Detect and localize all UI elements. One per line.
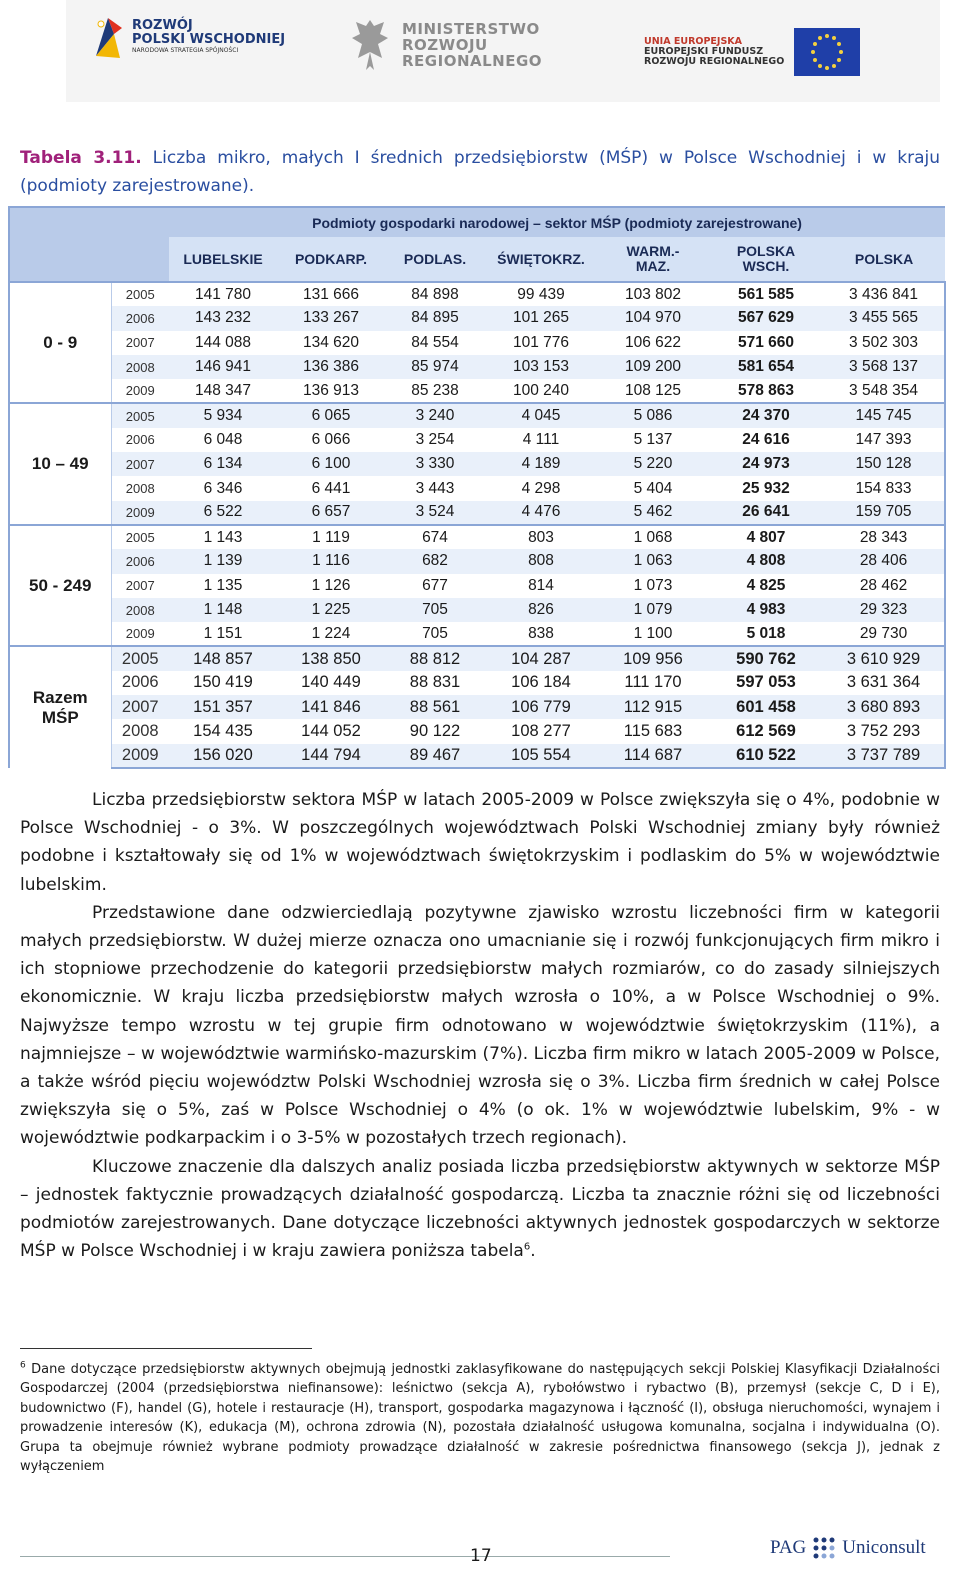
value-cell: 4 476: [485, 501, 597, 525]
value-cell: 4 189: [485, 452, 597, 476]
value-cell: 5 404: [597, 476, 709, 500]
table-row: [9, 671, 945, 695]
year-cell: 2009: [111, 744, 169, 768]
value-cell: 154 435: [169, 719, 277, 743]
value-cell: 3 548 354: [823, 379, 945, 403]
value-cell: 88 831: [385, 671, 485, 695]
year-cell: 2008: [111, 355, 169, 379]
footnote-number: 6: [20, 1360, 26, 1371]
value-cell: 5 137: [597, 428, 709, 452]
value-cell: 1 126: [277, 574, 385, 598]
table-title: Podmioty gospodarki narodowej – sektor MŚP (podmioty zarejestrowane): [169, 207, 945, 237]
value-cell: 578 863: [709, 379, 823, 403]
pag-uniconsult-logo: [770, 1536, 926, 1560]
value-cell: 29 323: [823, 598, 945, 622]
page-number: 17: [470, 1546, 492, 1566]
year-cell: 2006: [111, 671, 169, 695]
year-cell: 2007: [111, 452, 169, 476]
value-cell: 4 298: [485, 476, 597, 500]
eu-line3: ROZWOJU REGIONALNEGO: [644, 55, 785, 67]
value-cell: 144 052: [277, 719, 385, 743]
value-cell: 141 780: [169, 282, 277, 306]
value-cell: 814: [485, 574, 597, 598]
value-cell: 136 913: [277, 379, 385, 403]
table-row: [9, 598, 945, 622]
value-cell: 3 737 789: [823, 744, 945, 768]
rozwoj-line3: NARODOWA STRATEGIA SPÓJNOŚCI: [132, 47, 239, 55]
value-cell: 100 240: [485, 379, 597, 403]
value-cell: 6 100: [277, 452, 385, 476]
value-cell: 28 462: [823, 574, 945, 598]
table-row: [9, 622, 945, 646]
value-cell: 6 522: [169, 501, 277, 525]
value-cell: 682: [385, 549, 485, 573]
year-cell: 2008: [111, 598, 169, 622]
value-cell: 136 386: [277, 355, 385, 379]
value-cell: 148 857: [169, 646, 277, 670]
eu-flag-icon: [794, 28, 860, 76]
value-cell: 106 622: [597, 331, 709, 355]
value-cell: 106 184: [485, 671, 597, 695]
value-cell: 4 807: [709, 525, 823, 549]
table-row: [9, 331, 945, 355]
value-cell: 90 122: [385, 719, 485, 743]
year-cell: 2007: [111, 331, 169, 355]
value-cell: 1 224: [277, 622, 385, 646]
value-cell: 597 053: [709, 671, 823, 695]
value-cell: 106 779: [485, 695, 597, 719]
value-cell: 159 705: [823, 501, 945, 525]
year-cell: 2006: [111, 549, 169, 573]
value-cell: 1 135: [169, 574, 277, 598]
value-cell: 3 436 841: [823, 282, 945, 306]
value-cell: 808: [485, 549, 597, 573]
value-cell: 4 808: [709, 549, 823, 573]
value-cell: 84 554: [385, 331, 485, 355]
table-row: [9, 719, 945, 743]
value-cell: 601 458: [709, 695, 823, 719]
value-cell: 5 086: [597, 403, 709, 427]
value-cell: 84 898: [385, 282, 485, 306]
eu-logo: [644, 28, 860, 76]
table-row: [9, 306, 945, 330]
size-group-label: Razem MŚP: [9, 646, 111, 767]
ministry-line2: ROZWOJU: [402, 36, 488, 55]
value-cell: 28 406: [823, 549, 945, 573]
value-cell: 1 100: [597, 622, 709, 646]
value-cell: 3 631 364: [823, 671, 945, 695]
value-cell: 26 641: [709, 501, 823, 525]
value-cell: 24 370: [709, 403, 823, 427]
value-cell: 108 125: [597, 379, 709, 403]
value-cell: 3 330: [385, 452, 485, 476]
value-cell: 28 343: [823, 525, 945, 549]
value-cell: 104 970: [597, 306, 709, 330]
value-cell: 108 277: [485, 719, 597, 743]
value-cell: 144 794: [277, 744, 385, 768]
value-cell: 109 956: [597, 646, 709, 670]
value-cell: 150 419: [169, 671, 277, 695]
value-cell: 6 066: [277, 428, 385, 452]
value-cell: 143 232: [169, 306, 277, 330]
eagle-emblem-icon: [348, 14, 392, 78]
value-cell: 103 153: [485, 355, 597, 379]
value-cell: 3 240: [385, 403, 485, 427]
year-cell: 2007: [111, 695, 169, 719]
value-cell: 112 915: [597, 695, 709, 719]
value-cell: 567 629: [709, 306, 823, 330]
value-cell: 1 225: [277, 598, 385, 622]
value-cell: 705: [385, 598, 485, 622]
size-group-label: 50 - 249: [9, 525, 111, 646]
table-corner: [9, 207, 169, 282]
column-header: PODKARP.: [277, 237, 385, 282]
eu-line1: UNIA EUROPEJSKA: [644, 36, 742, 48]
value-cell: 85 974: [385, 355, 485, 379]
sme-table: [8, 206, 946, 769]
value-cell: 1 079: [597, 598, 709, 622]
table-row: [9, 574, 945, 598]
value-cell: 131 666: [277, 282, 385, 306]
value-cell: 3 443: [385, 476, 485, 500]
rozwoj-line2: POLSKI WSCHODNIEJ: [132, 31, 286, 47]
column-header: PODLAS.: [385, 237, 485, 282]
value-cell: 134 620: [277, 331, 385, 355]
value-cell: 88 812: [385, 646, 485, 670]
value-cell: 6 657: [277, 501, 385, 525]
value-cell: 6 346: [169, 476, 277, 500]
size-group-label: 10 – 49: [9, 403, 111, 524]
value-cell: 101 776: [485, 331, 597, 355]
table-row: [9, 476, 945, 500]
ministry-line1: MINISTERSTWO: [402, 20, 540, 39]
value-cell: 151 357: [169, 695, 277, 719]
value-cell: 3 455 565: [823, 306, 945, 330]
value-cell: 1 063: [597, 549, 709, 573]
year-cell: 2007: [111, 574, 169, 598]
value-cell: 1 151: [169, 622, 277, 646]
table-caption-text: Liczba mikro, małych I średnich przedsiębiorstw (MŚP) w Polsce Wschodniej i w kraju (podmioty zarejestrowane).: [20, 148, 940, 196]
value-cell: 838: [485, 622, 597, 646]
value-cell: 24 616: [709, 428, 823, 452]
value-cell: 4 983: [709, 598, 823, 622]
value-cell: 89 467: [385, 744, 485, 768]
year-cell: 2006: [111, 428, 169, 452]
value-cell: 1 073: [597, 574, 709, 598]
value-cell: 154 833: [823, 476, 945, 500]
value-cell: 1 143: [169, 525, 277, 549]
table-row: [9, 646, 945, 670]
rozwoj-polski-wschodniej-logo: [92, 14, 285, 60]
value-cell: 1 116: [277, 549, 385, 573]
table-body: [9, 282, 945, 768]
value-cell: 4 825: [709, 574, 823, 598]
paragraph-3-text: Kluczowe znaczenie dla dalszych analiz posiada liczba przedsiębiorstw aktywnych w sektorze MŚP – jednostek faktycznie prowadzących działalność gospodarczą. Liczba ta znacznie różni się od liczebności podmiotów zarejestrowanych. Dane dotyczące liczebności aktywnych jednostek gospodarczych w sektorze MŚP w Polsce Wschodniej i w kraju zawiera poniższa tabela: [20, 1156, 940, 1262]
value-cell: 147 393: [823, 428, 945, 452]
paragraph-2: Przedstawione dane odzwierciedlają pozytywne zjawisko wzrostu liczebności firm w kategorii małych przedsiębiorstw. W dużej mierze oznacza ono umacnianie się i rozwój funkcjonujących firm mikro i ich stopniowe przechodzenie do kategorii przedsiębiorstw małych rozmiarów, co do zasady silniejszych ekonomicznie. W kraju liczba przedsiębiorstw małych wzrosła o 10%, a w Polsce Wschodniej o 9%. Najwyższe tempo wzrostu w tej grupie firm odnotowano w województwie świętokrzyskim (11%), a najmniejsze – w województwie warmińsko-mazurskim (7%). Liczba firm mikro w latach 2005-2009 w Polsce, a także wśród pięciu województw Polski Wschodniej wzrosła się o 3%. Liczba firm średnich w całej Polsce zwiększyła się o 5%, zaś w Polsce Wschodniej o 4% (o ok. 1% w województwie lubelskim, 9% - w województwie podkarpackim i o 3-5% w pozostałych trzech regionach).: [20, 902, 940, 1149]
column-header: WARM.- MAZ.: [597, 237, 709, 282]
value-cell: 109 200: [597, 355, 709, 379]
value-cell: 705: [385, 622, 485, 646]
value-cell: 111 170: [597, 671, 709, 695]
table-row: [9, 282, 945, 306]
value-cell: 145 745: [823, 403, 945, 427]
value-cell: 3 680 893: [823, 695, 945, 719]
table-row: [9, 695, 945, 719]
year-cell: 2009: [111, 379, 169, 403]
column-header: POLSKA: [823, 237, 945, 282]
uniconsult-dots-icon: [812, 1536, 836, 1560]
year-cell: 2009: [111, 501, 169, 525]
value-cell: 146 941: [169, 355, 277, 379]
value-cell: 85 238: [385, 379, 485, 403]
value-cell: 148 347: [169, 379, 277, 403]
value-cell: 581 654: [709, 355, 823, 379]
value-cell: 138 850: [277, 646, 385, 670]
value-cell: 99 439: [485, 282, 597, 306]
value-cell: 5 018: [709, 622, 823, 646]
value-cell: 3 610 929: [823, 646, 945, 670]
footnote-text: Dane dotyczące przedsiębiorstw aktywnych obejmują jednostki zaklasyfikowane do następujących sekcji Polskiej Klasyfikacji Działalności Gospodarczej (2004 (przedsiębiorstwa niefinansowe): leśnictwo (sekcja A), rybołówstwo i rybactwo (B), przemysł (sekcje C, D i E), budownictwo (F), handel (G), hotele i restauracje (H), transport, gospodarka magazynowa i łączność (I), obsługa nieruchomości, wynajem i prowadzenie interesów (K), edukacja (M), ochrona zdrowia (N), pozostała działalność usługowa komunalna, socjalna i indywidualna (O). Grupa ta obejmuje również wybrane podmioty prowadzące działalność w zakresie pośrednictwa finansowego (sekcja J), jednak z wyłączeniem: [20, 1362, 940, 1475]
value-cell: 610 522: [709, 744, 823, 768]
value-cell: 3 752 293: [823, 719, 945, 743]
value-cell: 88 561: [385, 695, 485, 719]
logo-strip: [66, 0, 940, 102]
table-row: [9, 549, 945, 573]
footnote: [20, 1360, 940, 1476]
value-cell: 6 065: [277, 403, 385, 427]
ministry-line3: REGIONALNEGO: [402, 51, 543, 70]
value-cell: 612 569: [709, 719, 823, 743]
value-cell: 1 139: [169, 549, 277, 573]
value-cell: 141 846: [277, 695, 385, 719]
body-text: [20, 786, 940, 1265]
table-caption: [20, 144, 940, 200]
eu-line2: EUROPEJSKI FUNDUSZ: [644, 46, 764, 58]
size-group-label: 0 - 9: [9, 282, 111, 403]
table-row: [9, 355, 945, 379]
paragraph-3: Kluczowe znaczenie dla dalszych analiz posiada liczba przedsiębiorstw aktywnych w sektorze MŚP – jednostek faktycznie prowadzących działalność gospodarczą. Liczba ta znacznie różni się od liczebności podmiotów zarejestrowanych. Dane dotyczące liczebności aktywnych jednostek gospodarczych w sektorze MŚP w Polsce Wschodniej i w kraju zawiera poniższa tabela$^6$.: [20, 1156, 940, 1262]
footnote-rule: [20, 1348, 312, 1349]
value-cell: 561 585: [709, 282, 823, 306]
table-row: [9, 428, 945, 452]
value-cell: 133 267: [277, 306, 385, 330]
value-cell: 140 449: [277, 671, 385, 695]
value-cell: 103 802: [597, 282, 709, 306]
value-cell: 803: [485, 525, 597, 549]
table-row: [9, 403, 945, 427]
footnote-ref[interactable]: 6: [523, 1241, 531, 1253]
table-row: [9, 744, 945, 768]
year-cell: 2006: [111, 306, 169, 330]
value-cell: 590 762: [709, 646, 823, 670]
table-row: [9, 525, 945, 549]
column-header: POLSKA WSCH.: [709, 237, 823, 282]
year-cell: 2008: [111, 476, 169, 500]
value-cell: 3 568 137: [823, 355, 945, 379]
value-cell: 105 554: [485, 744, 597, 768]
year-cell: 2009: [111, 622, 169, 646]
value-cell: 3 524: [385, 501, 485, 525]
year-cell: 2005: [111, 525, 169, 549]
value-cell: 826: [485, 598, 597, 622]
value-cell: 144 088: [169, 331, 277, 355]
rozwoj-line1: ROZWÓJ: [132, 18, 193, 34]
value-cell: 114 687: [597, 744, 709, 768]
table-row: [9, 501, 945, 525]
paragraph-1: Liczba przedsiębiorstw sektora MŚP w latach 2005-2009 w Polsce zwiększyła się o 4%, podobnie w Polsce Wschodniej - o 3%. W poszczególnych województwach Polski Wschodniej zmiany były również podobne i kształtowały się od 1% w województwach świętokrzyskim i podlaskim do 5% w województwie lubelskim.: [20, 790, 940, 895]
value-cell: 25 932: [709, 476, 823, 500]
value-cell: 3 502 303: [823, 331, 945, 355]
table-caption-label: Tabela 3.11.: [20, 148, 142, 168]
column-header: LUBELSKIE: [169, 237, 277, 282]
value-cell: 156 020: [169, 744, 277, 768]
value-cell: 3 254: [385, 428, 485, 452]
value-cell: 5 220: [597, 452, 709, 476]
value-cell: 677: [385, 574, 485, 598]
value-cell: 4 045: [485, 403, 597, 427]
value-cell: 24 973: [709, 452, 823, 476]
rozwoj-logo-icon: [92, 14, 124, 60]
value-cell: 5 934: [169, 403, 277, 427]
value-cell: 29 730: [823, 622, 945, 646]
column-header: ŚWIĘTOKRZ.: [485, 237, 597, 282]
value-cell: 150 128: [823, 452, 945, 476]
value-cell: 4 111: [485, 428, 597, 452]
value-cell: 5 462: [597, 501, 709, 525]
uniconsult-logo-text: Uniconsult: [842, 1537, 926, 1558]
value-cell: 571 660: [709, 331, 823, 355]
value-cell: 101 265: [485, 306, 597, 330]
value-cell: 6 441: [277, 476, 385, 500]
table-row: [9, 452, 945, 476]
year-cell: 2008: [111, 719, 169, 743]
value-cell: 1 068: [597, 525, 709, 549]
year-cell: 2005: [111, 403, 169, 427]
value-cell: 115 683: [597, 719, 709, 743]
table-row: [9, 379, 945, 403]
pag-logo-text: PAG: [770, 1537, 807, 1558]
year-cell: 2005: [111, 646, 169, 670]
value-cell: 1 119: [277, 525, 385, 549]
value-cell: 6 134: [169, 452, 277, 476]
ministry-logo: [348, 14, 542, 78]
footer-line: [20, 1556, 670, 1557]
value-cell: 6 048: [169, 428, 277, 452]
value-cell: 1 148: [169, 598, 277, 622]
value-cell: 104 287: [485, 646, 597, 670]
value-cell: 674: [385, 525, 485, 549]
value-cell: 84 895: [385, 306, 485, 330]
year-cell: 2005: [111, 282, 169, 306]
